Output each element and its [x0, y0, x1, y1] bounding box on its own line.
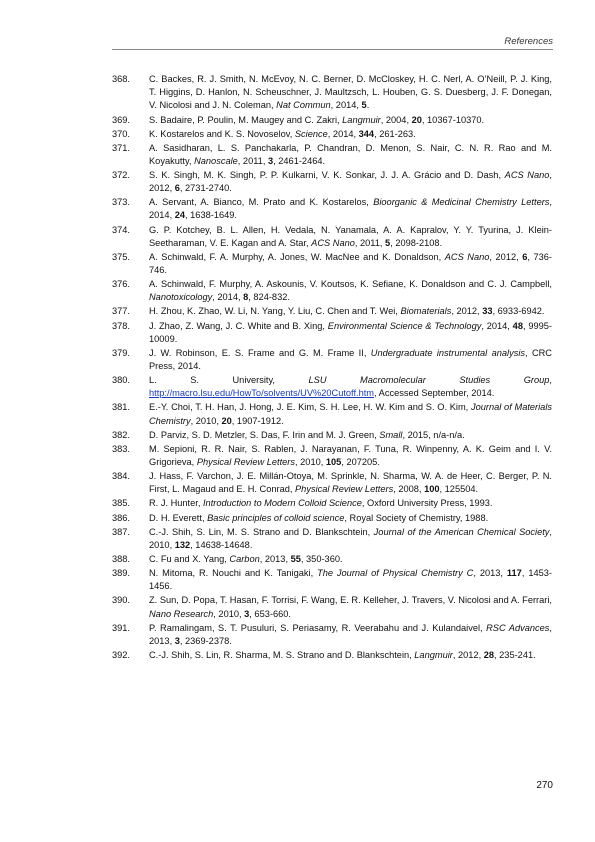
reference-text-segment: A. Sasidharan, L. S. Panchakarla, P. Chandran, D. Menon, S. Nair, C. N. R. Rao and M. Koyakutty, — [149, 142, 552, 166]
reference-text-segment: , 2010, — [213, 608, 245, 619]
reference-number: 383. — [112, 443, 131, 454]
reference-text — [149, 429, 552, 442]
reference-source-title: Undergraduate instrumental analysis — [370, 347, 526, 358]
reference-text-segment: , 9995-10009. — [149, 320, 552, 344]
reference-item — [112, 622, 552, 648]
reference-text-segment: , 2010, — [295, 457, 326, 468]
reference-text-segment: C. Backes, R. J. Smith, N. McEvoy, N. C. Berner, D. McCloskey, H. C. Nerl, A. O’Neill, P. J. King, T. Higgins, D. Hanlon, N. Scheuschner, J. Maultzsch, L. Houben, G. S. Duesberg, J. F. Donegan, V. Nicolosi and J. N. Coleman, — [149, 74, 552, 111]
reference-text-segment: , 2012, — [452, 649, 484, 660]
reference-text-segment: N. Mitoma, R. Nouchi and K. Tanigaki, — [149, 568, 318, 579]
reference-text-segment: , 10367-10370. — [421, 114, 485, 125]
reference-volume: 5 — [385, 237, 391, 248]
reference-text — [149, 649, 552, 662]
reference-source-title: The Journal of Physical Chemistry C — [317, 568, 474, 579]
reference-text-segment: , 2015, n/a-n/a. — [402, 429, 465, 440]
reference-item — [112, 443, 552, 469]
reference-text-segment: . — [366, 100, 370, 111]
reference-text — [149, 320, 552, 346]
reference-text-segment: G. P. Kotchey, B. L. Allen, H. Vedala, N. Yanamala, A. A. Kapralov, Y. Y. Tyurina, J. Klein-Seetharaman, V. E. Kagan and A. Star, — [149, 224, 552, 248]
reference-number: 381. — [112, 402, 131, 413]
reference-text — [149, 196, 552, 222]
reference-source-title: RSC Advances — [486, 622, 550, 633]
reference-text-segment: , 2013, — [259, 553, 291, 564]
reference-item — [112, 497, 552, 510]
reference-text — [149, 374, 552, 400]
reference-volume: 8 — [243, 292, 249, 303]
reference-volume: 3 — [244, 608, 250, 619]
reference-text — [149, 142, 552, 168]
reference-number: 379. — [112, 347, 131, 358]
reference-text-segment: , 14638-14648. — [190, 539, 253, 550]
reference-text-segment: , 2010, — [190, 415, 222, 426]
reference-text-segment: C.-J. Shih, S. Lin, M. S. Strano and D. Blankschtein, — [149, 526, 374, 537]
reference-text-segment: , 2012, — [451, 306, 483, 317]
reference-text — [149, 622, 552, 648]
reference-text-segment: , 2014, — [212, 292, 244, 303]
reference-number: 372. — [112, 169, 131, 180]
reference-text-segment: , 2014, — [481, 320, 513, 331]
reference-number: 376. — [112, 279, 131, 290]
reference-volume: 344 — [358, 128, 375, 139]
reference-text — [149, 512, 552, 525]
reference-volume: 33 — [482, 306, 493, 317]
reference-text — [149, 251, 552, 277]
reference-text-segment: , 207205. — [341, 457, 380, 468]
reference-text — [149, 443, 552, 469]
reference-item — [112, 470, 552, 496]
reference-text-segment: , 2011, — [237, 155, 268, 166]
reference-volume: 48 — [512, 320, 523, 331]
reference-source-title: Nat Commun — [276, 100, 331, 111]
reference-source-title: Science — [294, 128, 328, 139]
reference-item — [112, 429, 552, 442]
reference-text — [149, 114, 552, 127]
reference-text-segment: , 261-263. — [374, 128, 416, 139]
reference-text-segment: , 350-360. — [300, 553, 343, 564]
reference-source-title: Nanoscale — [194, 155, 238, 166]
reference-number: 380. — [112, 375, 131, 386]
reference-number: 390. — [112, 595, 131, 606]
reference-text — [149, 278, 552, 304]
reference-text — [149, 169, 552, 195]
reference-item — [112, 553, 552, 566]
reference-link[interactable]: http://macro.lsu.edu/HowTo/solvents/UV%20Cutoff.htm — [149, 388, 375, 399]
reference-source-title: Nanotoxicology — [149, 292, 213, 303]
reference-text-segment: , Oxford University Press, 1993. — [361, 498, 493, 509]
reference-source-title: Journal of Materials Chemistry — [149, 402, 553, 426]
reference-source-title: Langmuir — [342, 114, 381, 125]
reference-source-title: Biomaterials — [400, 306, 452, 317]
reference-text — [149, 305, 552, 318]
reference-number: 384. — [112, 471, 131, 482]
reference-text-segment: H. Zhou, K. Zhao, W. Li, N. Yang, Y. Liu, C. Chen and T. Wei, — [149, 306, 401, 317]
reference-item — [112, 649, 552, 662]
reference-text-segment: , 1638-1649. — [185, 210, 237, 221]
reference-item — [112, 347, 552, 373]
reference-volume: 5 — [361, 100, 367, 111]
reference-text-segment: J. W. Robinson, E. S. Frame and G. M. Frame II, — [149, 347, 371, 358]
reference-text — [149, 347, 552, 373]
reference-number: 382. — [112, 429, 131, 440]
reference-number: 375. — [112, 251, 131, 262]
reference-item — [112, 73, 552, 113]
reference-text-segment: D. Parviz, S. D. Metzler, S. Das, F. Irin and M. J. Green, — [149, 429, 380, 440]
reference-text-segment: C.-J. Shih, S. Lin, R. Sharma, M. S. Strano and D. Blankschtein, — [149, 649, 415, 660]
reference-volume: 20 — [411, 114, 422, 125]
reference-source-title: Physical Review Letters — [295, 484, 394, 495]
reference-source-title: Introduction to Modern Colloid Science — [202, 498, 362, 509]
reference-text — [149, 470, 552, 496]
reference-text-segment: , 2369-2378. — [179, 635, 232, 646]
reference-text-segment: , 2013, — [149, 622, 552, 646]
reference-item — [112, 305, 552, 318]
reference-text-segment: E.-Y. Choi, T. H. Han, J. Hong, J. E. Kim, S. H. Lee, H. W. Kim and S. O. Kim, — [149, 402, 471, 413]
reference-text-segment: , 2011, — [354, 237, 386, 248]
reference-text-segment: , 2014, — [149, 197, 552, 221]
reference-item — [112, 114, 552, 127]
reference-text-segment: , 2013, — [473, 568, 507, 579]
reference-volume: 6 — [174, 183, 180, 194]
reference-volume: 28 — [483, 649, 495, 660]
reference-volume: 100 — [424, 484, 440, 495]
reference-item — [112, 251, 552, 277]
reference-source-title: LSU Macromolecular Studies Group — [308, 375, 550, 386]
reference-number: 370. — [112, 128, 131, 139]
reference-text-segment: , 6933-6942. — [492, 306, 545, 317]
reference-number: 369. — [112, 114, 131, 125]
reference-text-segment: , 235-241. — [494, 649, 536, 660]
reference-text-segment: , 1907-1912. — [231, 415, 284, 426]
reference-text-segment: , 2012, — [489, 251, 523, 262]
reference-text-segment: S. K. Singh, M. K. Singh, P. P. Kulkarni, V. K. Sonkar, J. J. A. Grácio and D. Dash, — [149, 169, 505, 180]
reference-list — [112, 73, 552, 663]
reference-volume: 3 — [174, 635, 180, 646]
reference-item — [112, 526, 552, 552]
reference-source-title: ACS Nano — [504, 169, 550, 180]
reference-number: 371. — [112, 142, 131, 153]
reference-text-segment: A. Schinwald, F. A. Murphy, A. Jones, W. MacNee and K. Donaldson, — [149, 251, 445, 262]
reference-number: 368. — [112, 74, 131, 84]
reference-number: 378. — [112, 320, 131, 331]
reference-text-segment: K. Kostarelos and K. S. Novoselov, — [149, 128, 295, 139]
reference-text-segment: D. H. Everett, — [149, 512, 208, 523]
reference-number: 374. — [112, 224, 131, 235]
reference-source-title: ACS Nano — [444, 251, 490, 262]
reference-item — [112, 594, 552, 620]
reference-text-segment: R. J. Hunter, — [149, 498, 203, 509]
reference-source-title: Environmental Science & Technology — [327, 320, 482, 331]
reference-source-title: Physical Review Letters — [196, 457, 296, 468]
reference-number: 392. — [112, 649, 131, 660]
reference-volume: 105 — [325, 457, 342, 468]
reference-source-title: ACS Nano — [311, 237, 355, 248]
reference-text-segment: , CRC Press, 2014. — [149, 347, 552, 372]
reference-text — [149, 73, 552, 113]
reference-item — [112, 224, 552, 250]
reference-text-segment: , 2098-2108. — [390, 237, 443, 248]
reference-text-segment: J. Hass, F. Varchon, J. E. Millán-Otoya, M. Sprinkle, N. Sharma, W. A. de Heer, C. Berger, P. N. First, L. Magaud and E. H. Conrad, — [149, 471, 552, 495]
reference-text — [149, 553, 552, 566]
reference-source-title: Bioorganic & Medicinal Chemistry Letters — [373, 197, 550, 208]
reference-volume: 6 — [522, 251, 528, 262]
reference-text-segment: P. Ramalingam, S. T. Pusuluri, S. Periasamy, R. Veerabahu and J. Kulandaivel, — [149, 622, 487, 633]
reference-source-title: Basic principles of colloid science — [207, 512, 345, 523]
reference-item — [112, 128, 552, 141]
page-number: 270 — [536, 780, 553, 791]
reference-number: 391. — [112, 622, 131, 633]
reference-number: 385. — [112, 498, 131, 509]
reference-text-segment: Z. Sun, D. Popa, T. Hasan, F. Torrisi, F. Wang, E. R. Kelleher, J. Travers, V. Nicolosi and A. Ferrari, — [149, 595, 552, 606]
reference-text-segment: , 824-832. — [248, 292, 290, 303]
reference-text — [149, 401, 552, 427]
reference-number: 388. — [112, 553, 131, 564]
reference-volume: 55 — [290, 553, 301, 564]
reference-text-segment: , 653-660. — [249, 608, 291, 619]
reference-item — [112, 512, 552, 525]
running-head: References — [504, 36, 553, 47]
reference-item — [112, 142, 552, 168]
reference-text-segment: , 2461-2464. — [273, 155, 326, 166]
reference-volume: 117 — [506, 568, 522, 579]
reference-text-segment: , — [549, 375, 552, 386]
reference-item — [112, 401, 552, 427]
reference-number: 387. — [112, 526, 131, 537]
reference-source-title: Small — [379, 429, 403, 440]
reference-item — [112, 320, 552, 346]
reference-text-segment: , 736-746. — [149, 251, 552, 276]
reference-volume: 132 — [174, 539, 191, 550]
reference-item — [112, 169, 552, 195]
reference-text-segment: , Accessed September, 2014. — [374, 388, 495, 399]
reference-item — [112, 374, 552, 400]
reference-text-segment: , 2004, — [380, 114, 412, 125]
reference-text-segment: , 2010, — [149, 526, 552, 550]
reference-text-segment: , 2012, — [149, 169, 552, 194]
reference-volume: 3 — [267, 155, 274, 166]
reference-text-segment: , 2014, — [327, 128, 359, 139]
reference-text-segment: , 2008, — [393, 484, 425, 495]
reference-text — [149, 128, 552, 141]
reference-number: 377. — [112, 306, 131, 317]
reference-item — [112, 196, 552, 222]
reference-number: 386. — [112, 512, 131, 523]
reference-text-segment: , 2014, — [330, 100, 362, 111]
reference-volume: 24 — [174, 210, 186, 221]
reference-text — [149, 567, 552, 593]
reference-number: 373. — [112, 197, 131, 208]
reference-text-segment: C. Fu and X. Yang, — [149, 553, 230, 564]
reference-text-segment: M. Sepioni, R. R. Nair, S. Rablen, J. Narayanan, F. Tuna, R. Winpenny, A. K. Geim and I. V. Grigorieva, — [149, 443, 552, 468]
reference-number: 389. — [112, 568, 131, 579]
reference-source-title: Langmuir — [414, 649, 453, 660]
reference-text-segment: A. Servant, A. Bianco, M. Prato and K. Kostarelos, — [149, 197, 374, 208]
reference-source-title: Carbon — [229, 553, 260, 564]
header-rule — [112, 49, 553, 50]
reference-source-title: Journal of the American Chemical Society — [373, 526, 550, 537]
reference-text — [149, 594, 552, 620]
reference-text-segment: , 1453-1456. — [149, 568, 552, 592]
reference-source-title: Nano Research — [149, 608, 214, 619]
reference-text — [149, 224, 552, 250]
reference-text-segment: , 125504. — [439, 484, 479, 495]
reference-text-segment: , 2731-2740. — [179, 183, 232, 194]
reference-text-segment: J. Zhao, Z. Wang, J. C. White and B. Xing, — [149, 320, 328, 331]
reference-text-segment: A. Schinwald, F. Murphy, A. Askounis, V. Koutsos, K. Sefiane, K. Donaldson and C. J. Campbell, — [149, 279, 552, 290]
reference-volume: 20 — [221, 415, 232, 426]
reference-text-segment: , Royal Society of Chemistry, 1988. — [344, 512, 489, 523]
reference-text-segment: S. Badaire, P. Poulin, M. Maugey and C. Zakri, — [149, 114, 343, 125]
reference-item — [112, 567, 552, 593]
reference-item — [112, 278, 552, 304]
reference-text-segment: L. S. University, — [149, 375, 309, 386]
reference-text — [149, 526, 552, 552]
reference-text — [149, 497, 552, 510]
